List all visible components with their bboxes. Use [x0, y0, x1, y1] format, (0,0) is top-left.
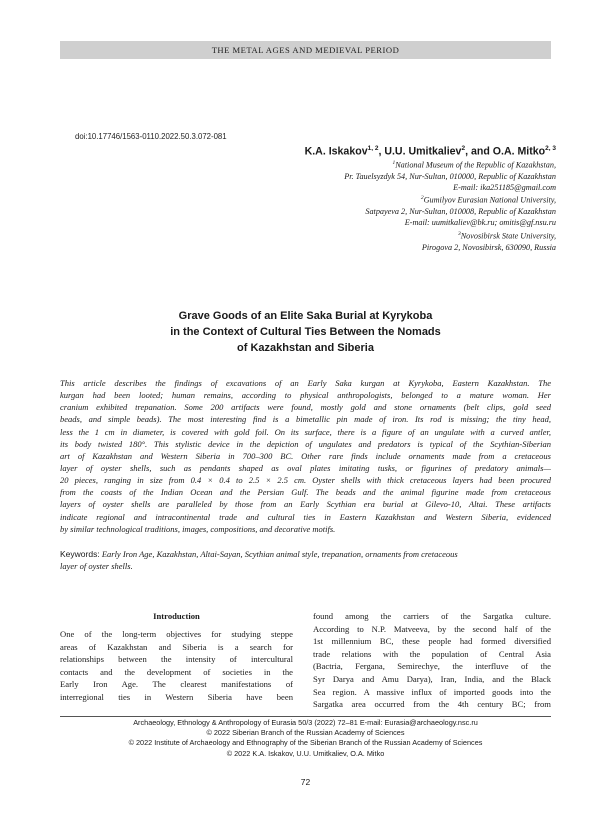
affil-sup: 1 — [392, 160, 396, 166]
paragraph-line: 1st millennium BC, these people had formed diversified — [313, 636, 551, 647]
affiliation-email[interactable] — [196, 182, 556, 193]
paragraph-line: Syr Darya and Amu Darya), Iran, India, and the Black — [313, 673, 551, 684]
doi[interactable]: doi:10.17746/1563-0110.2022.50.3.072-081 — [75, 132, 227, 141]
paragraph-line: Sea region. A massive influx of imported goods into the — [313, 686, 551, 697]
author-separator: , — [378, 145, 385, 158]
affil-sup: 3 — [457, 230, 461, 237]
keywords-text: layer of oyster shells. — [60, 561, 133, 572]
affiliation-line — [196, 242, 556, 253]
paragraph-line: found among the carriers of the Sargatka culture. — [313, 611, 551, 621]
abstract-line: less the 1 cm in diameter, is covered with gold foil. On its surface, there is a figure of an ungulate with a curved antler, — [60, 426, 551, 437]
author-affil-sup: 2 — [461, 145, 466, 152]
paragraph-line: (Bactria, Fergana, Semirechye, the interfluve of the — [313, 661, 551, 672]
abstract-line: art of Kazakhstan and Western Siberia in 700–300 BC. Other rare finds include ornaments made from a cretaceous — [60, 450, 551, 461]
footer-divider — [60, 716, 551, 717]
title-line: in the Context of Cultural Ties Between the Nomads — [170, 326, 441, 338]
author-list — [305, 145, 556, 158]
abstract-line: cranium exhibited trepanation. Some 200 artifacts were found, mostly gold and stone ornaments (belt clips, gold seed — [60, 402, 551, 413]
abstract-line: kurgan had been looted; human remains, according to physical anthropologists, belonged to a mature woman. Her — [60, 390, 551, 401]
affil-text: Novosibirsk State University, — [460, 231, 556, 241]
affil-sup: 2 — [420, 195, 424, 202]
affiliation-line — [196, 171, 556, 182]
affiliation-line — [196, 229, 556, 242]
footer-copyright-line: © 2022 Institute of Archaeology and Ethnography of the Siberian Branch of the Russian Academy of Sciences — [128, 738, 483, 748]
affil-text: National Museum of the Republic of Kazakhstan, — [395, 160, 556, 170]
paragraph-line: areas of Kazakhstan and Siberia is a search for — [60, 641, 293, 652]
keywords-label: Keywords: — [60, 549, 100, 559]
affil-text: E-mail: ika251185@gmail.com — [453, 183, 556, 193]
author-separator: , and — [465, 145, 493, 158]
affiliation-email[interactable] — [196, 217, 556, 228]
article-title — [60, 308, 551, 356]
paragraph-line: interregional ties in Western Siberia have been — [60, 691, 293, 702]
affiliation-line — [196, 206, 556, 217]
affiliation-line — [196, 193, 556, 206]
abstract-line: beads, and simple beads). The most interesting find is a bimetallic pin made of iron. Its rod is missing; the tiny head, — [60, 414, 551, 425]
page-number: 72 — [300, 777, 311, 787]
abstract-line: This article describes the findings of excavations of an Early Saka kurgan at Kyrykoba, Eastern Kazakhstan. The — [60, 378, 551, 388]
affil-text: Pirogova 2, Novosibirsk, 630090, Russia — [421, 242, 556, 252]
abstract — [60, 377, 551, 535]
title-line: Grave Goods of an Elite Saka Burial at Kyrykoba — [178, 310, 433, 322]
footer-copyright-line: © 2022 Siberian Branch of the Russian Academy of Sciences — [206, 728, 405, 738]
keywords-line — [60, 548, 551, 560]
keywords-text: Early Iron Age, Kazakhstan, Altai-Sayan, Scythian animal style, trepanation, ornaments from cretaceous — [101, 549, 458, 559]
paragraph-line: trade relations with the population of Central Asia — [313, 648, 551, 659]
abstract-line: layers of oyster shells are paralleled by those from an Early Scythian era burial at Gilevo-10, Altai. These artifacts — [60, 499, 551, 510]
footer-copyright-line: © 2022 K.A. Iskakov, U.U. Umitkaliev, O.A. Mitko — [226, 748, 385, 758]
section-heading: Introduction — [153, 611, 200, 621]
keywords — [60, 548, 551, 572]
affil-text: Satpayeva 2, Nur-Sultan, 010008, Republic of Kazakhstan — [365, 207, 556, 217]
affiliation-line — [196, 158, 556, 171]
affiliations — [196, 158, 556, 253]
affil-text: Pr. Tauelsyzdyk 54, Nur-Sultan, 010000, Republic of Kazakhstan — [344, 171, 556, 181]
author-name: U.U. Umitkaliev — [384, 145, 462, 158]
abstract-line: layer of oyster shells, such as pendants shaped as oval plates imitating tusks, or figurines of predatory animals— — [60, 462, 551, 473]
abstract-line: by similar technological traditions, images, compositions, and decorative motifs. — [60, 523, 336, 534]
abstract-line: indicate regional and intracontinental trade and cultural ties in Eastern Kazakhstan and Western Siberia, evidenced — [60, 511, 551, 522]
footer-journal-line: Archaeology, Ethnology & Anthropology of Eurasia 50/3 (2022) 72–81 E-mail: Eurasia@archaeology.nsc.ru — [133, 718, 478, 727]
paragraph-line: contacts and the development of societies in the — [60, 666, 293, 677]
paragraph-line: One of the long-term objectives for studying steppe — [60, 629, 293, 639]
author-affil-sup: 1, 2 — [367, 145, 379, 152]
author-affil-sup: 2, 3 — [545, 145, 556, 152]
paragraph-line: relationships between the intensity of intercultural — [60, 654, 293, 665]
running-head: THE METAL AGES AND MEDIEVAL PERIOD — [60, 41, 551, 59]
affil-text: E-mail: uumitkaliev@bk.ru; omitis@gf.nsu.ru — [404, 218, 556, 228]
author-name: O.A. Mitko — [492, 145, 546, 158]
abstract-line: from the coasts of the Indian Ocean and the Persian Gulf. The beads and the animal figurine made from cretaceous — [60, 487, 551, 498]
paragraph-line: Early Iron Age. The clearest manifestations of — [60, 679, 293, 690]
title-line: of Kazakhstan and Siberia — [237, 342, 374, 354]
abstract-line: 20 pieces, ranging in size from 0.4 × 0.4 to 2.5 × 2.5 cm. Oyster shells with thick cretaceous layers had been procured — [60, 475, 551, 486]
body-column-left — [60, 610, 293, 704]
paragraph-line: According to N.P. Matveeva, by the second half of the — [313, 623, 551, 634]
abstract-line: its body twisted 180°. This stylistic device in the depiction of ungulates and predators is typical of the Scythian-Siberian — [60, 438, 551, 449]
body-column-right — [313, 610, 551, 711]
affil-text: Gumilyov Eurasian National University, — [423, 196, 556, 206]
paragraph-line: Sargatka area occurred from the 4th century BC; from — [313, 699, 551, 710]
author-name: K.A. Iskakov — [304, 145, 368, 158]
footer — [60, 718, 551, 759]
